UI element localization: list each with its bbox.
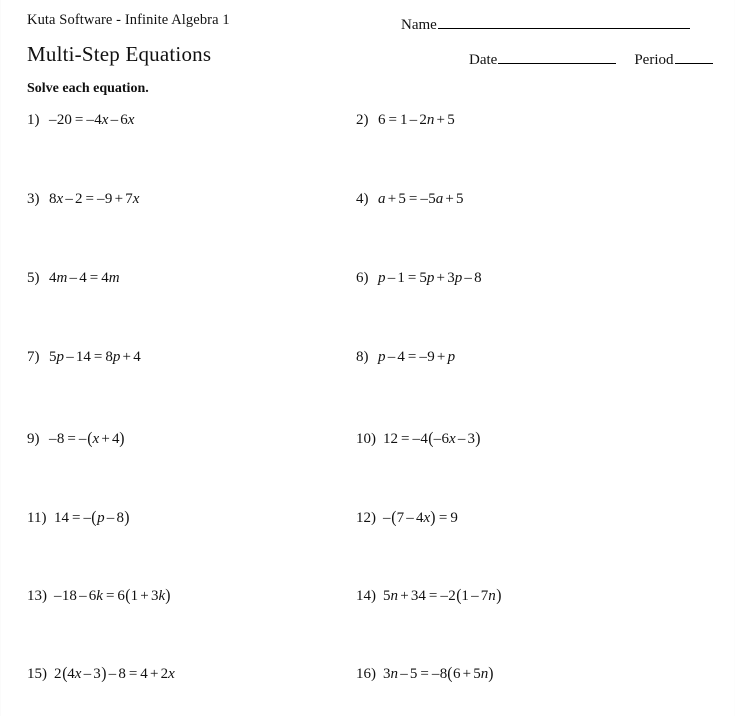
problem-number: 12): [356, 510, 376, 526]
problem-item: [27, 113, 134, 128]
publisher-line: Kuta Software - Infinite Algebra 1: [27, 12, 230, 28]
page-title: Multi-Step Equations: [27, 42, 212, 66]
problem-item: [356, 113, 455, 128]
problem-number: 11): [27, 510, 47, 526]
problem-item: [356, 429, 481, 447]
problem-equation: –18 – 6k = 6(1 + 3k): [54, 585, 171, 605]
problem-number: 16): [356, 666, 376, 682]
problem-number: 10): [356, 431, 376, 447]
problem-item: [356, 508, 458, 526]
problem-number: 1): [27, 112, 40, 128]
problem-number: 8): [356, 349, 369, 365]
problem-equation: 4m – 4 = 4m: [49, 270, 120, 286]
problem-equation: p – 1 = 5p + 3p – 8: [378, 270, 482, 286]
problem-list: [1, 0, 735, 716]
problem-number: 5): [27, 270, 40, 286]
problem-number: 4): [356, 191, 369, 207]
problem-item: [356, 271, 482, 286]
problem-item: [27, 508, 130, 526]
problem-equation: 6 = 1 – 2n + 5: [378, 112, 455, 128]
problem-equation: 5n + 34 = –2(1 – 7n): [383, 585, 502, 605]
problem-equation: p – 4 = –9 + p: [378, 349, 456, 365]
problem-item: [356, 664, 494, 682]
period-label: Period: [634, 51, 674, 68]
problem-equation: –8 = –(x + 4): [49, 428, 125, 448]
problem-equation: 5p – 14 = 8p + 4: [49, 349, 141, 365]
problem-equation: –20 = –4x – 6x: [49, 112, 135, 128]
problem-item: [27, 664, 175, 682]
problem-number: 14): [356, 588, 376, 604]
problem-equation: 2(4x – 3) – 8 = 4 + 2x: [54, 663, 175, 683]
problem-item: [356, 586, 501, 604]
problem-number: 3): [27, 191, 40, 207]
problem-item: [356, 192, 464, 207]
problem-number: 7): [27, 349, 40, 365]
problem-equation: –(7 – 4x) = 9: [383, 507, 458, 527]
name-label: Name: [401, 16, 437, 33]
problem-item: [27, 192, 139, 207]
problem-number: 2): [356, 112, 369, 128]
problem-number: 9): [27, 431, 40, 447]
problem-equation: a + 5 = –5a + 5: [378, 191, 464, 207]
problem-number: 13): [27, 588, 47, 604]
date-label: Date: [469, 51, 498, 68]
problem-equation: 12 = –4(–6x – 3): [383, 428, 481, 448]
directions-text: Solve each equation.: [27, 81, 149, 96]
problem-number: 15): [27, 666, 47, 682]
problem-item: [27, 586, 171, 604]
problem-equation: 8x – 2 = –9 + 7x: [49, 191, 140, 207]
problem-item: [27, 350, 141, 365]
problem-item: [27, 271, 120, 286]
problem-equation: 3n – 5 = –8(6 + 5n): [383, 663, 494, 683]
problem-item: [356, 350, 455, 365]
problem-number: 6): [356, 270, 369, 286]
problem-item: [27, 429, 125, 447]
problem-equation: 14 = –(p – 8): [54, 507, 130, 527]
